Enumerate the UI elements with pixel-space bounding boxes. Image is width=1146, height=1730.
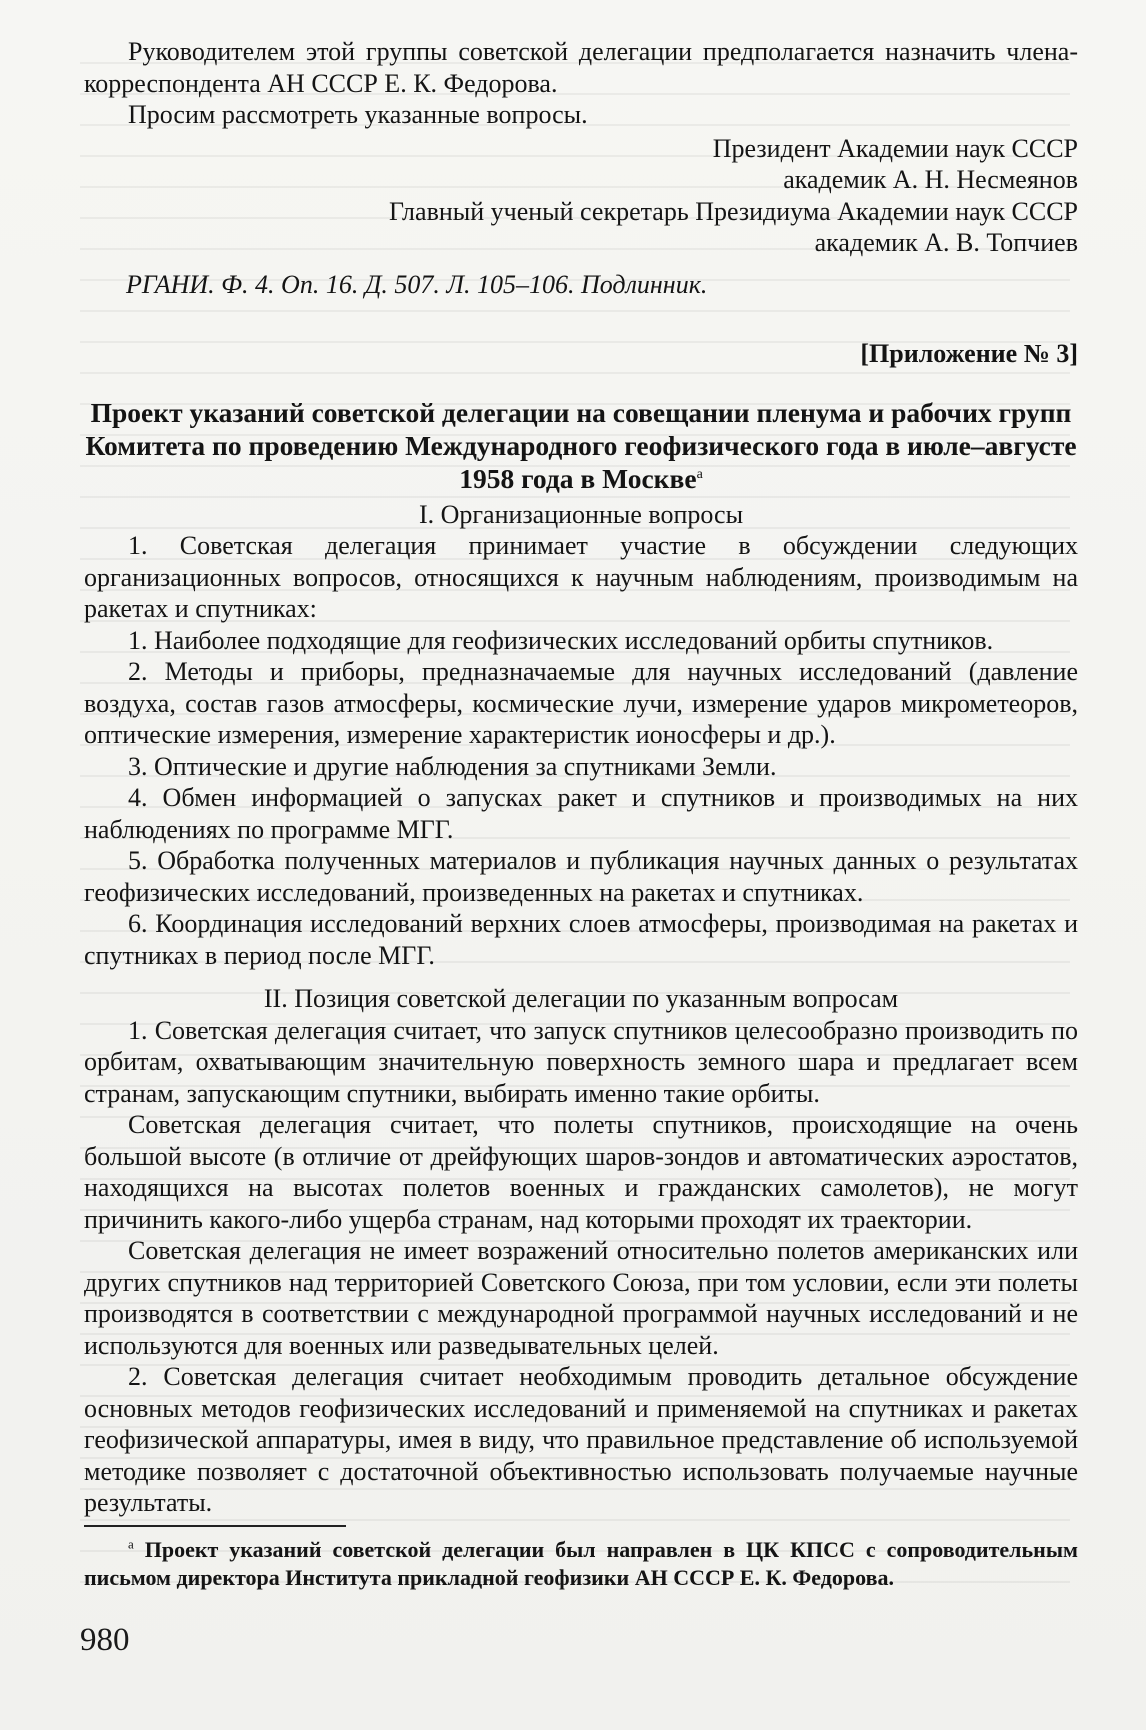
archive-source: РГАНИ. Ф. 4. Оп. 16. Д. 507. Л. 105–106. Подлинник. xyxy=(126,269,708,299)
intro-request: Просим рассмотреть указанные вопросы. xyxy=(128,100,588,129)
footnote-divider xyxy=(84,1525,346,1527)
secretary-title: Главный ученый секретарь Президиума Академии наук СССР xyxy=(388,196,1078,226)
president-title: Президент Академии наук СССР xyxy=(712,133,1078,163)
president-name: академик А. Н. Несмеянов xyxy=(783,165,1078,194)
section-2-paragraph: Советская делегация не имеет возражений относительно полетов американских или других спутников над территорией Советского Союза, при том условии, если эти полеты производятся в соответствии с международной программой научных исследований и не используются для военных или разведывательных целей. xyxy=(84,1236,1078,1360)
section-2-paragraph: 1. Советская делегация считает, что запуск спутников целесообразно производить по орбитам, охватывающим значительную поверхность земного шара и предлагает всем странам, запускающим спутники, выбирать именно такие орбиты. xyxy=(84,1015,1078,1108)
section-2-paragraph: 2. Советская делегация считает необходимым проводить детальное обсуждение основных методов геофизических исследований и применяемой на спутниках и ракетах геофизической аппаратуры, имея в виду, что правильное представление об используемой методике позволяет с достаточной объективностью использовать получаемые научные результаты. xyxy=(84,1362,1078,1517)
list-item: 1. Наиболее подходящие для геофизических исследований орбиты спутников. xyxy=(128,625,994,655)
signature-block xyxy=(84,133,1078,259)
footnote-marker: а xyxy=(128,1536,134,1552)
page-number: 980 xyxy=(80,1622,130,1658)
list-item: 4. Обмен информацией о запусках ракет и спутников и производимых на них наблюдениях по программе МГГ. xyxy=(84,783,1078,844)
section-2-heading: II. Позиция советской делегации по указанным вопросам xyxy=(263,984,899,1013)
list-item: 6. Координация исследований верхних слоев атмосферы, производимая на ракетах и спутниках в период после МГГ. xyxy=(84,909,1078,970)
intro-paragraph: Руководителем этой группы советской делегации предполагается назначить члена-корреспондента АН СССР Е. К. Федорова. xyxy=(84,37,1078,98)
list-item: 3. Оптические и другие наблюдения за спутниками Земли. xyxy=(128,751,777,781)
footnote-text: Проект указаний советской делегации был направлен в ЦК КПСС с сопроводительным письмом директора Института прикладной геофизики АН СССР Е. К. Федорова. xyxy=(84,1537,1078,1590)
main-text xyxy=(84,36,1078,1519)
section-1-heading: I. Организационные вопросы xyxy=(418,499,744,529)
section-2-paragraph: Советская делегация считает, что полеты спутников, происходящие на очень большой высоте (в отличие от дрейфующих шаров-зондов и автоматических аэростатов, находящихся на высотах полетов военных и гражданских самолетов), не могут причинить какого-либо ущерба странам, над которыми проходят их траектории. xyxy=(84,1110,1078,1234)
list-item: 5. Обработка полученных материалов и публикация научных данных о результатах геофизических исследований, произведенных на ракетах и спутниках. xyxy=(84,846,1078,907)
section-1-intro: 1. Советская делегация принимает участие в обсуждении следующих организационных вопросов, относящихся к научным наблюдениям, производимым на ракетах и спутниках: xyxy=(84,531,1078,623)
secretary-name: академик А. В. Топчиев xyxy=(814,228,1078,257)
document-title xyxy=(84,396,1078,495)
document-title-text: Проект указаний советской делегации на совещании пленума и рабочих групп Комитета по проведению Международного геофизического года в июле–августе 1958 года в Москве xyxy=(85,396,1077,494)
list-item: 2. Методы и приборы, предназначаемые для научных исследований (давление воздуха, состав газов атмосферы, космические лучи, измерение ударов микрометеоров, оптические измерения, измерение характеристик ионосферы и др.). xyxy=(84,657,1078,749)
title-footnote-marker[interactable]: а xyxy=(696,466,703,482)
appendix-label: [Приложение № 3] xyxy=(860,339,1078,368)
footnote xyxy=(84,1536,1078,1592)
